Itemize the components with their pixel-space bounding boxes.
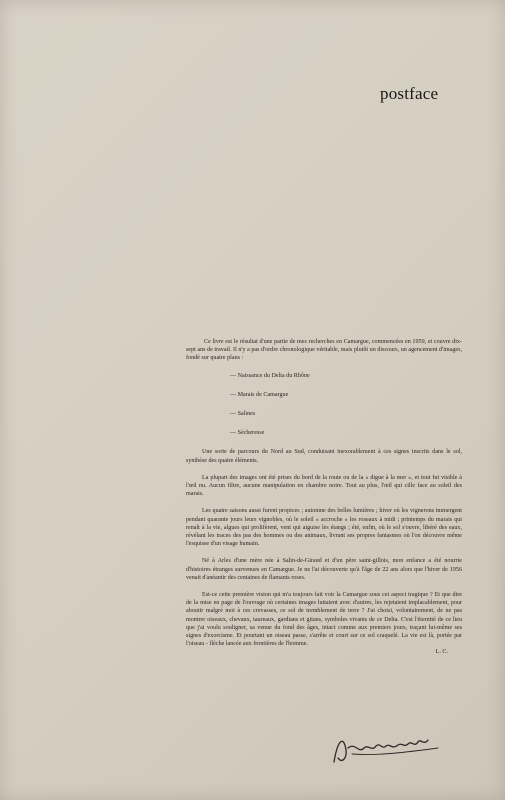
paragraph-route: Une sorte de parcours du Nord au Sud, conduisant inexorablement à ces signes inscrits dans le sol, synthèse des quatre éléments. bbox=[186, 449, 462, 464]
postface-body bbox=[186, 338, 462, 657]
author-initials: L. C. bbox=[435, 649, 448, 656]
plan-item: — Naissance du Delta du Rhône bbox=[230, 372, 310, 379]
page-title: postface bbox=[380, 84, 439, 103]
paragraph-childhood: Né à Arles d'une mère née à Salin-de-Giraud et d'un père saint-gillois, mon enfance a été nourrie d'histoires étranges survenues en Camargue. Je ne l'ai découverte qu'à l'âge de 22 ans alors que l'hiver de 1956 venait d'anéantir des centaines de flamants roses. bbox=[186, 558, 462, 581]
paragraph-vision: Est-ce cette première vision qui m'a toujours fait voir la Camargue sous cet aspect tragique ? Et que dire de la mise en page de l'ouvrage où certaines images luttaient avec d'autres, les rejetaient implacablement, pour aboutir malgré moi à ces crevasses, ce sol de tremblement de terre ? J'ai choisi, volontairement, de ne pas montrer oiseaux, chevaux, taureaux, gardians et gitans, symboles vivants de ce Delta. C'est l'éternité de ce lieu que j'ai voulu souligner, sa venue du fond des âges, intact comme aux premiers jours, traçant lui-même ses signes d'exorcisme. Et pourtant un oiseau passe, s'arrête et court sur ce sol craquelé. La vie est là, portée par l'oiseau - flèche lancée aux frontières de l'homme. bbox=[186, 592, 462, 648]
plan-item: — Marais de Camargue bbox=[230, 391, 289, 398]
intro-paragraph: Ce livre est le résultat d'une partie de mes recherches en Camargue, commencées en 1959, et couvre dix-sept ans de travail. Il n'y a pas d'ordre chronologique véritable, mais plutôt un discours, un agencement d'images, fondé sur quatre plans : bbox=[186, 339, 462, 362]
handwritten-signature bbox=[328, 728, 448, 768]
plan-item: — Sécheresse bbox=[230, 430, 265, 437]
paragraph-seasons: Les quatre saisons aussi furent propices ; automne des belles lumières ; hiver où les vignerons immergent pendant quarante jours leurs vignobles, où le soleil « accroche » les roseaux à midi ; printemps du marais qui renaît à la vie, algues qui prolifèrent, vent qui aiguise les étangs ; été, enfin, où le sol s'ouvre, libéré des eaux, révélant les traces des pas des hommes ou des animaux, livrant ses propres fantasmes où l'on découvre même l'esquisse d'un visage humain. bbox=[186, 508, 462, 548]
paragraph-images: La plupart des images ont été prises du bord de la route ou de la « digue à la mer », et tout fut visible à l'œil nu. Aucun filtre, aucune manipulation en chambre noire. Tout au plus, l'œil qui cille face au soleil des marais. bbox=[186, 474, 462, 498]
plans-list bbox=[186, 372, 462, 438]
plan-item: — Salines bbox=[230, 411, 256, 418]
